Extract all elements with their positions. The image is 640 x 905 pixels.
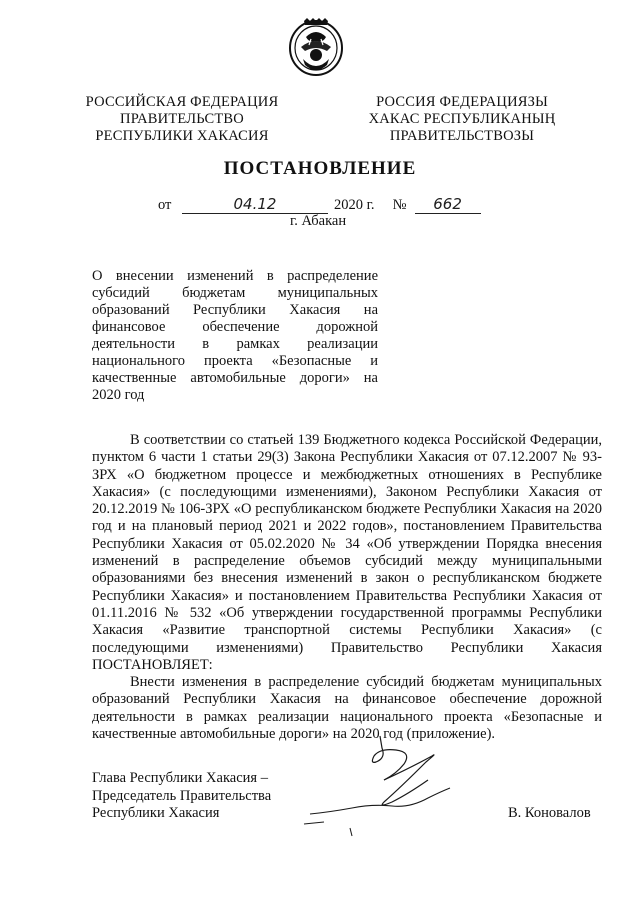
document-body bbox=[92, 432, 602, 743]
body-paragraph-2: Внести изменения в распределение субсидий бюджетам муниципальных образований Республики Хакасия на финансовое обеспечение дорожной деятельности в рамках реализации национального проекта «Безопасные и качественные автомобильные дороги» на 2020 год (приложение). bbox=[92, 674, 602, 743]
signatory-position-line-1: Глава Республики Хакасия – bbox=[92, 770, 268, 786]
number-label: № bbox=[392, 197, 407, 213]
date-year: 2020 г. bbox=[334, 197, 375, 213]
date-from-label: от bbox=[158, 197, 172, 213]
document-subject: О внесении изменений в распределение субсидий бюджетам муниципальных образований Республики Хакасия на финансовое обеспечение дорожной деятельности в рамках реализации национального проекта «Безопасные и качественные автомобильные дороги» на 2020 год bbox=[92, 268, 378, 403]
header-right-line-2: ХАКАС РЕСПУБЛИКАНЫҢ bbox=[368, 111, 556, 127]
document-title: ПОСТАНОВЛЕНИЕ bbox=[223, 158, 417, 179]
city-label: г. Абакан bbox=[290, 213, 347, 229]
header-right bbox=[352, 94, 572, 145]
header-right-line-1: РОССИЯ ФЕДЕРАЦИЯЗЫ bbox=[376, 94, 548, 110]
body-paragraph-1: В соответствии со статьей 139 Бюджетного кодекса Российской Федерации, пунктом 6 части 1 статьи 29(3) Закона Республики Хакасия от 07.12.2007 № 93-ЗРХ «О бюджетном процессе и межбюджетных отношениях в Республике Хакасия» (с последующими изменениями), Законом Республики Хакасия от 20.12.2019 № 106-ЗРХ «О республиканском бюджете Республики Хакасия на 2020 год и на плановый период 2021 и 2022 годов», постановлением Правительства Республики Хакасия от 05.02.2020 № 34 «Об утверждении Порядка внесения изменений в распределение объемов субсидий между муниципальными образованиями без внесения изменений в закон о республиканском бюджете Республики Хакасия» и постановлением Правительства Республики Хакасия от 01.11.2016 № 532 «Об утверждении государственной программы Республики Хакасия «Развитие транспортной системы Республики Хакасия» (с последующими изменениями) Правительство Республики Хакасия ПОСТАНОВЛЯЕТ: bbox=[92, 432, 602, 673]
number-handwritten: 662 bbox=[415, 195, 481, 214]
date-handwritten: 04.12 bbox=[182, 195, 328, 214]
header-left-line-1: РОССИЙСКАЯ ФЕДЕРАЦИЯ bbox=[85, 94, 279, 110]
header-left bbox=[82, 94, 282, 145]
date-number-line bbox=[158, 195, 481, 214]
signatory-position bbox=[92, 770, 271, 823]
header-left-line-2: ПРАВИТЕЛЬСТВО bbox=[120, 111, 244, 127]
header-right-line-3: ПРАВИТЕЛЬСТВОЗЫ bbox=[389, 128, 535, 144]
coat-of-arms-emblem bbox=[287, 17, 345, 77]
signatory-position-line-3: Республики Хакасия bbox=[92, 805, 220, 821]
handwritten-signature bbox=[300, 728, 490, 843]
header-left-line-3: РЕСПУБЛИКИ ХАКАСИЯ bbox=[95, 128, 269, 144]
signatory-position-line-2: Председатель Правительства bbox=[92, 787, 272, 804]
signatory-name: В. Коновалов bbox=[508, 805, 591, 821]
